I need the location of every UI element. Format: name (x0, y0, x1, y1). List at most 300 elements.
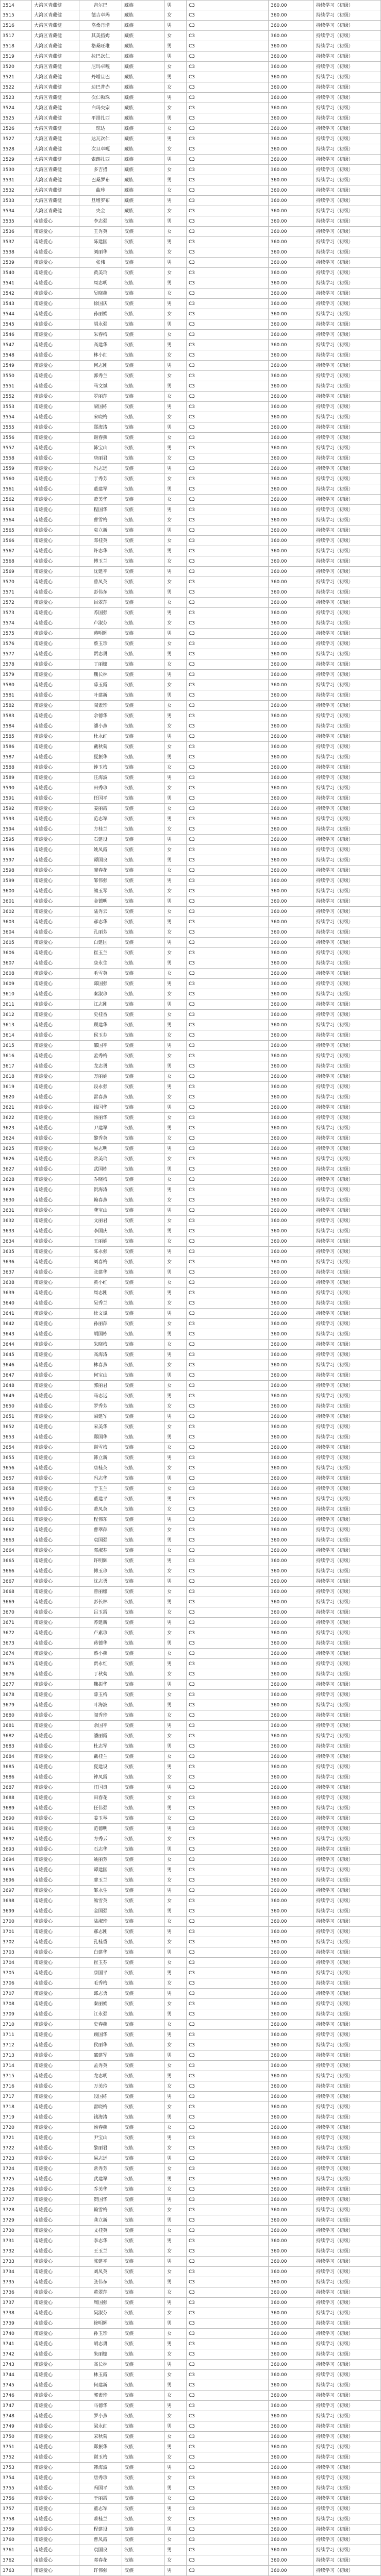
table-row (0, 62, 381, 72)
unit-name-cell: 南雄爱心 (32, 1710, 79, 1721)
course-level-cell: 持续学习（初级） (314, 2040, 381, 2050)
course-level-cell: 持续学习（初级） (314, 175, 381, 185)
unit-name-cell: 大湾区青藏健 (32, 62, 79, 72)
score-cell: 360.00 (269, 2329, 314, 2339)
course-code-cell: C3 (187, 2411, 269, 2421)
course-code-cell: C3 (187, 237, 269, 247)
course-level-cell: 持续学习（初级） (314, 618, 381, 629)
course-level-cell: 持续学习（初级） (314, 1814, 381, 1824)
score-cell: 360.00 (269, 1638, 314, 1649)
table-row (0, 1278, 381, 1288)
course-level-cell: 持续学习（初级） (314, 2555, 381, 2566)
person-name-cell: 傅玉珍 (79, 1566, 122, 1577)
course-code-cell: C3 (187, 2380, 269, 2391)
person-name-cell: 钟凤霞 (79, 1772, 122, 1783)
ethnicity-cell: 汉族 (122, 1721, 165, 1731)
unit-name-cell: 南雄爱心 (32, 783, 79, 793)
course-code-cell: C3 (187, 453, 269, 464)
table-row (0, 1463, 381, 1473)
course-code-cell: C3 (187, 1752, 269, 1762)
gender-cell: 男 (165, 1968, 187, 1978)
ethnicity-cell: 汉族 (122, 1680, 165, 1690)
score-cell: 360.00 (269, 2504, 314, 2514)
person-name-cell: 唐桂英 (79, 1463, 122, 1473)
table-row (0, 1566, 381, 1577)
row-number-cell: 3625 (0, 1144, 32, 1154)
course-code-cell: C3 (187, 2483, 269, 2494)
table-row (0, 103, 381, 113)
person-name-cell: 索朗扎西 (79, 155, 122, 165)
course-code-cell: C3 (187, 402, 269, 412)
score-cell: 360.00 (269, 2555, 314, 2566)
table-row (0, 2298, 381, 2308)
person-name-cell: 冯志华 (79, 1473, 122, 1484)
row-number-cell: 3722 (0, 2143, 32, 2154)
ethnicity-cell: 汉族 (122, 2123, 165, 2133)
score-cell: 360.00 (269, 2308, 314, 2318)
unit-name-cell: 南雄爱心 (32, 422, 79, 433)
unit-name-cell: 南雄爱心 (32, 1175, 79, 1185)
course-level-cell: 持续学习（初级） (314, 1906, 381, 1917)
table-row (0, 773, 381, 783)
table-row (0, 1937, 381, 1947)
ethnicity-cell: 汉族 (122, 1267, 165, 1278)
table-row (0, 1999, 381, 2009)
person-name-cell: 薛玉霞 (79, 680, 122, 690)
row-number-cell: 3550 (0, 371, 32, 381)
row-number-cell: 3676 (0, 1669, 32, 1680)
course-level-cell: 持续学习（初级） (314, 732, 381, 742)
course-code-cell: C3 (187, 1680, 269, 1690)
table-row (0, 206, 381, 216)
gender-cell: 女 (165, 783, 187, 793)
score-cell: 360.00 (269, 165, 314, 175)
unit-name-cell: 南雄爱心 (32, 649, 79, 659)
gender-cell: 女 (165, 1958, 187, 1968)
row-number-cell: 3630 (0, 1195, 32, 1206)
table-row (0, 2432, 381, 2442)
gender-cell: 女 (165, 1587, 187, 1597)
person-name-cell: 萧美华 (79, 495, 122, 505)
ethnicity-cell: 汉族 (122, 1206, 165, 1216)
ethnicity-cell: 汉族 (122, 969, 165, 979)
row-number-cell: 3638 (0, 1278, 32, 1288)
person-name-cell: 谭建国 (79, 1865, 122, 1875)
course-code-cell: C3 (187, 2277, 269, 2287)
score-cell: 360.00 (269, 773, 314, 783)
score-cell: 360.00 (269, 1515, 314, 1525)
table-row (0, 577, 381, 587)
unit-name-cell: 南雄爱心 (32, 979, 79, 989)
table-row (0, 113, 381, 124)
course-code-cell: C3 (187, 2246, 269, 2257)
course-level-cell: 持续学习（初级） (314, 350, 381, 361)
row-number-cell: 3688 (0, 1793, 32, 1803)
score-cell: 360.00 (269, 1185, 314, 1195)
person-name-cell: 李国庆 (79, 1226, 122, 1236)
gender-cell: 女 (165, 969, 187, 979)
table-row (0, 526, 381, 536)
row-number-cell: 3742 (0, 2349, 32, 2360)
gender-cell: 男 (165, 1844, 187, 1855)
row-number-cell: 3520 (0, 62, 32, 72)
gender-cell: 女 (165, 1566, 187, 1577)
score-cell: 360.00 (269, 21, 314, 31)
table-row (0, 1401, 381, 1412)
row-number-cell: 3541 (0, 278, 32, 289)
person-name-cell: 薛玉梅 (79, 1690, 122, 1700)
course-level-cell: 持续学习（初级） (314, 361, 381, 371)
score-cell: 360.00 (269, 134, 314, 144)
ethnicity-cell: 汉族 (122, 2452, 165, 2463)
score-cell: 360.00 (269, 2257, 314, 2267)
course-level-cell: 持续学习（初级） (314, 2339, 381, 2349)
score-cell: 360.00 (269, 1144, 314, 1154)
row-number-cell: 3691 (0, 1824, 32, 1834)
course-code-cell: C3 (187, 1185, 269, 1195)
course-code-cell: C3 (187, 1638, 269, 1649)
course-code-cell: C3 (187, 1113, 269, 1123)
person-name-cell: 徐文斌 (79, 1309, 122, 1319)
score-cell: 360.00 (269, 649, 314, 659)
ethnicity-cell: 汉族 (122, 2483, 165, 2494)
table-row (0, 2339, 381, 2349)
ethnicity-cell: 汉族 (122, 845, 165, 855)
ethnicity-cell: 汉族 (122, 526, 165, 536)
person-name-cell: 张建华 (79, 1267, 122, 1278)
unit-name-cell: 南雄爱心 (32, 2566, 79, 2576)
ethnicity-cell: 汉族 (122, 2329, 165, 2339)
unit-name-cell: 南雄爱心 (32, 927, 79, 938)
gender-cell: 女 (165, 144, 187, 155)
row-number-cell: 3627 (0, 1164, 32, 1175)
table-row (0, 804, 381, 814)
ethnicity-cell: 汉族 (122, 1216, 165, 1226)
person-name-cell: 徐明辉 (79, 2318, 122, 2329)
course-code-cell: C3 (187, 1278, 269, 1288)
table-row (0, 381, 381, 392)
row-number-cell: 3728 (0, 2205, 32, 2215)
row-number-cell: 3515 (0, 10, 32, 21)
gender-cell: 男 (165, 1927, 187, 1937)
course-code-cell: C3 (187, 762, 269, 773)
unit-name-cell: 南雄爱心 (32, 1309, 79, 1319)
score-cell: 360.00 (269, 268, 314, 278)
row-number-cell: 3623 (0, 1123, 32, 1133)
score-cell: 360.00 (269, 2535, 314, 2545)
course-level-cell: 持续学习（初级） (314, 1185, 381, 1195)
row-number-cell: 3556 (0, 433, 32, 443)
course-code-cell: C3 (187, 2545, 269, 2555)
course-code-cell: C3 (187, 2236, 269, 2246)
unit-name-cell: 南雄爱心 (32, 2432, 79, 2442)
person-name-cell: 次旦卓嘎 (79, 144, 122, 155)
ethnicity-cell: 汉族 (122, 371, 165, 381)
course-level-cell: 持续学习（初级） (314, 1443, 381, 1453)
row-number-cell: 3763 (0, 2566, 32, 2576)
gender-cell: 女 (165, 1030, 187, 1041)
score-cell: 360.00 (269, 1680, 314, 1690)
course-code-cell: C3 (187, 381, 269, 392)
unit-name-cell: 南雄爱心 (32, 2401, 79, 2411)
table-row (0, 1783, 381, 1793)
ethnicity-cell: 汉族 (122, 422, 165, 433)
unit-name-cell: 南雄爱心 (32, 1607, 79, 1618)
gender-cell: 男 (165, 1886, 187, 1896)
score-cell: 360.00 (269, 443, 314, 453)
course-level-cell: 持续学习（初级） (314, 2287, 381, 2298)
course-level-cell: 持续学习（初级） (314, 1092, 381, 1103)
course-level-cell: 持续学习（初级） (314, 340, 381, 350)
course-level-cell: 持续学习（初级） (314, 927, 381, 938)
ethnicity-cell: 汉族 (122, 1659, 165, 1669)
gender-cell: 男 (165, 2195, 187, 2205)
table-row (0, 1443, 381, 1453)
course-code-cell: C3 (187, 1762, 269, 1772)
score-cell: 360.00 (269, 1247, 314, 1257)
score-cell: 360.00 (269, 392, 314, 402)
person-name-cell: 马文斌 (79, 381, 122, 392)
course-code-cell: C3 (187, 484, 269, 495)
table-row (0, 1216, 381, 1226)
row-number-cell: 3568 (0, 556, 32, 567)
row-number-cell: 3705 (0, 1968, 32, 1978)
course-level-cell: 持续学习（初级） (314, 577, 381, 587)
row-number-cell: 3529 (0, 155, 32, 165)
gender-cell: 男 (165, 2318, 187, 2329)
table-row (0, 701, 381, 711)
course-code-cell: C3 (187, 886, 269, 896)
ethnicity-cell: 汉族 (122, 701, 165, 711)
unit-name-cell: 南雄爱心 (32, 2267, 79, 2277)
row-number-cell: 3649 (0, 1391, 32, 1401)
person-name-cell: 戴秋菊 (79, 742, 122, 752)
unit-name-cell: 南雄爱心 (32, 1659, 79, 1669)
course-code-cell: C3 (187, 1844, 269, 1855)
score-cell: 360.00 (269, 835, 314, 845)
unit-name-cell: 大湾区青藏健 (32, 124, 79, 134)
ethnicity-cell: 汉族 (122, 330, 165, 340)
course-code-cell: C3 (187, 268, 269, 278)
unit-name-cell: 南雄爱心 (32, 2514, 79, 2524)
table-row (0, 2329, 381, 2339)
row-number-cell: 3750 (0, 2432, 32, 2442)
gender-cell: 男 (165, 2360, 187, 2370)
person-name-cell: 毛秀梅 (79, 1978, 122, 1989)
gender-cell: 女 (165, 309, 187, 319)
row-number-cell: 3707 (0, 1989, 32, 1999)
score-cell: 360.00 (269, 1288, 314, 1298)
gender-cell: 男 (165, 505, 187, 515)
gender-cell: 女 (165, 495, 187, 505)
row-number-cell: 3582 (0, 701, 32, 711)
ethnicity-cell: 汉族 (122, 2514, 165, 2524)
gender-cell: 男 (165, 2112, 187, 2123)
unit-name-cell: 南雄爱心 (32, 1577, 79, 1587)
course-level-cell: 持续学习（初级） (314, 10, 381, 21)
course-code-cell: C3 (187, 474, 269, 484)
row-number-cell: 3712 (0, 2040, 32, 2050)
unit-name-cell: 南雄爱心 (32, 1535, 79, 1546)
score-cell: 360.00 (269, 2473, 314, 2483)
score-cell: 360.00 (269, 2205, 314, 2215)
unit-name-cell: 南雄爱心 (32, 1587, 79, 1597)
score-cell: 360.00 (269, 2215, 314, 2226)
course-level-cell: 持续学习（初级） (314, 21, 381, 31)
score-cell: 360.00 (269, 1844, 314, 1855)
unit-name-cell: 南雄爱心 (32, 1597, 79, 1607)
person-name-cell: 沈建平 (79, 567, 122, 577)
unit-name-cell: 南雄爱心 (32, 1865, 79, 1875)
score-cell: 360.00 (269, 31, 314, 41)
course-code-cell: C3 (187, 2184, 269, 2195)
unit-name-cell: 南雄爱心 (32, 268, 79, 278)
ethnicity-cell: 汉族 (122, 618, 165, 629)
ethnicity-cell: 汉族 (122, 1834, 165, 1844)
course-level-cell: 持续学习（初级） (314, 1577, 381, 1587)
unit-name-cell: 南雄爱心 (32, 2318, 79, 2329)
gender-cell: 男 (165, 876, 187, 886)
table-row (0, 999, 381, 1010)
table-row (0, 0, 381, 10)
score-cell: 360.00 (269, 804, 314, 814)
table-row (0, 2061, 381, 2071)
ethnicity-cell: 汉族 (122, 2030, 165, 2040)
score-cell: 360.00 (269, 1917, 314, 1927)
table-row (0, 783, 381, 793)
row-number-cell: 3716 (0, 2081, 32, 2092)
row-number-cell: 3664 (0, 1546, 32, 1556)
unit-name-cell: 南雄爱心 (32, 1030, 79, 1041)
score-cell: 360.00 (269, 2442, 314, 2452)
unit-name-cell: 南雄爱心 (32, 1340, 79, 1350)
unit-name-cell: 南雄爱心 (32, 1463, 79, 1473)
course-level-cell: 持续学习（初级） (314, 1762, 381, 1772)
course-code-cell: C3 (187, 2081, 269, 2092)
gender-cell: 男 (165, 2401, 187, 2411)
person-name-cell: 武建军 (79, 2174, 122, 2184)
unit-name-cell: 南雄爱心 (32, 1824, 79, 1834)
gender-cell: 男 (165, 2463, 187, 2473)
course-code-cell: C3 (187, 2133, 269, 2143)
person-name-cell: 孔丽芳 (79, 927, 122, 938)
person-name-cell: 白建国 (79, 938, 122, 948)
row-number-cell: 3598 (0, 866, 32, 876)
table-row (0, 1041, 381, 1051)
table-row (0, 2226, 381, 2236)
unit-name-cell: 南雄爱心 (32, 2463, 79, 2473)
ethnicity-cell: 汉族 (122, 2020, 165, 2030)
ethnicity-cell: 汉族 (122, 793, 165, 804)
table-row (0, 855, 381, 866)
ethnicity-cell: 汉族 (122, 1669, 165, 1680)
row-number-cell: 3560 (0, 474, 32, 484)
person-name-cell: 丹增旦巴 (79, 72, 122, 82)
score-cell: 360.00 (269, 793, 314, 804)
course-level-cell: 持续学习（初级） (314, 1175, 381, 1185)
person-name-cell: 贾志勇 (79, 649, 122, 659)
gender-cell: 男 (165, 649, 187, 659)
score-cell: 360.00 (269, 103, 314, 113)
course-code-cell: C3 (187, 319, 269, 330)
gender-cell: 女 (165, 1340, 187, 1350)
table-row (0, 1896, 381, 1906)
course-level-cell: 持续学习（初级） (314, 1216, 381, 1226)
score-cell: 360.00 (269, 1783, 314, 1793)
ethnicity-cell: 汉族 (122, 1566, 165, 1577)
unit-name-cell: 南雄爱心 (32, 412, 79, 422)
ethnicity-cell: 汉族 (122, 639, 165, 649)
course-level-cell: 持续学习（初级） (314, 2174, 381, 2184)
person-name-cell: 宋晓梅 (79, 412, 122, 422)
gender-cell: 女 (165, 2473, 187, 2483)
row-number-cell: 3571 (0, 587, 32, 598)
table-row (0, 1236, 381, 1247)
course-code-cell: C3 (187, 113, 269, 124)
course-code-cell: C3 (187, 1288, 269, 1298)
unit-name-cell: 南雄爱心 (32, 2154, 79, 2164)
person-name-cell: 周国强 (79, 2298, 122, 2308)
course-level-cell: 持续学习（初级） (314, 1989, 381, 1999)
person-name-cell: 钱海涛 (79, 2112, 122, 2123)
person-name-cell: 白建华 (79, 1947, 122, 1958)
score-cell: 360.00 (269, 453, 314, 464)
unit-name-cell: 南雄爱心 (32, 1937, 79, 1947)
ethnicity-cell: 藏族 (122, 185, 165, 196)
row-number-cell: 3706 (0, 1978, 32, 1989)
gender-cell: 男 (165, 1082, 187, 1092)
table-row (0, 1638, 381, 1649)
course-level-cell: 持续学习（初级） (314, 2504, 381, 2514)
table-row (0, 2401, 381, 2411)
course-level-cell: 持续学习（初级） (314, 866, 381, 876)
gender-cell: 男 (165, 670, 187, 680)
table-row (0, 484, 381, 495)
course-code-cell: C3 (187, 1072, 269, 1082)
ethnicity-cell: 汉族 (122, 2535, 165, 2545)
unit-name-cell: 南雄爱心 (32, 2102, 79, 2112)
ethnicity-cell: 汉族 (122, 1288, 165, 1298)
table-row (0, 2545, 381, 2555)
course-code-cell: C3 (187, 567, 269, 577)
row-number-cell: 3572 (0, 598, 32, 608)
row-number-cell: 3673 (0, 1638, 32, 1649)
unit-name-cell: 南雄爱心 (32, 1422, 79, 1432)
row-number-cell: 3678 (0, 1690, 32, 1700)
score-cell: 360.00 (269, 1041, 314, 1051)
course-level-cell: 持续学习（初级） (314, 2154, 381, 2164)
table-row (0, 845, 381, 855)
ethnicity-cell: 汉族 (122, 1278, 165, 1288)
gender-cell: 男 (165, 1020, 187, 1030)
gender-cell: 男 (165, 1432, 187, 1443)
ethnicity-cell: 汉族 (122, 598, 165, 608)
unit-name-cell: 南雄爱心 (32, 855, 79, 866)
score-cell: 360.00 (269, 680, 314, 690)
person-name-cell: 邹永生 (79, 1886, 122, 1896)
table-row (0, 1515, 381, 1525)
course-level-cell: 持续学习（初级） (314, 2184, 381, 2195)
gender-cell: 女 (165, 1504, 187, 1515)
gender-cell: 女 (165, 474, 187, 484)
score-cell: 360.00 (269, 185, 314, 196)
course-code-cell: C3 (187, 866, 269, 876)
person-name-cell: 曾丽娜 (79, 1587, 122, 1597)
gender-cell: 男 (165, 216, 187, 227)
table-row (0, 1700, 381, 1710)
score-cell: 360.00 (269, 1298, 314, 1309)
ethnicity-cell: 汉族 (122, 2442, 165, 2452)
